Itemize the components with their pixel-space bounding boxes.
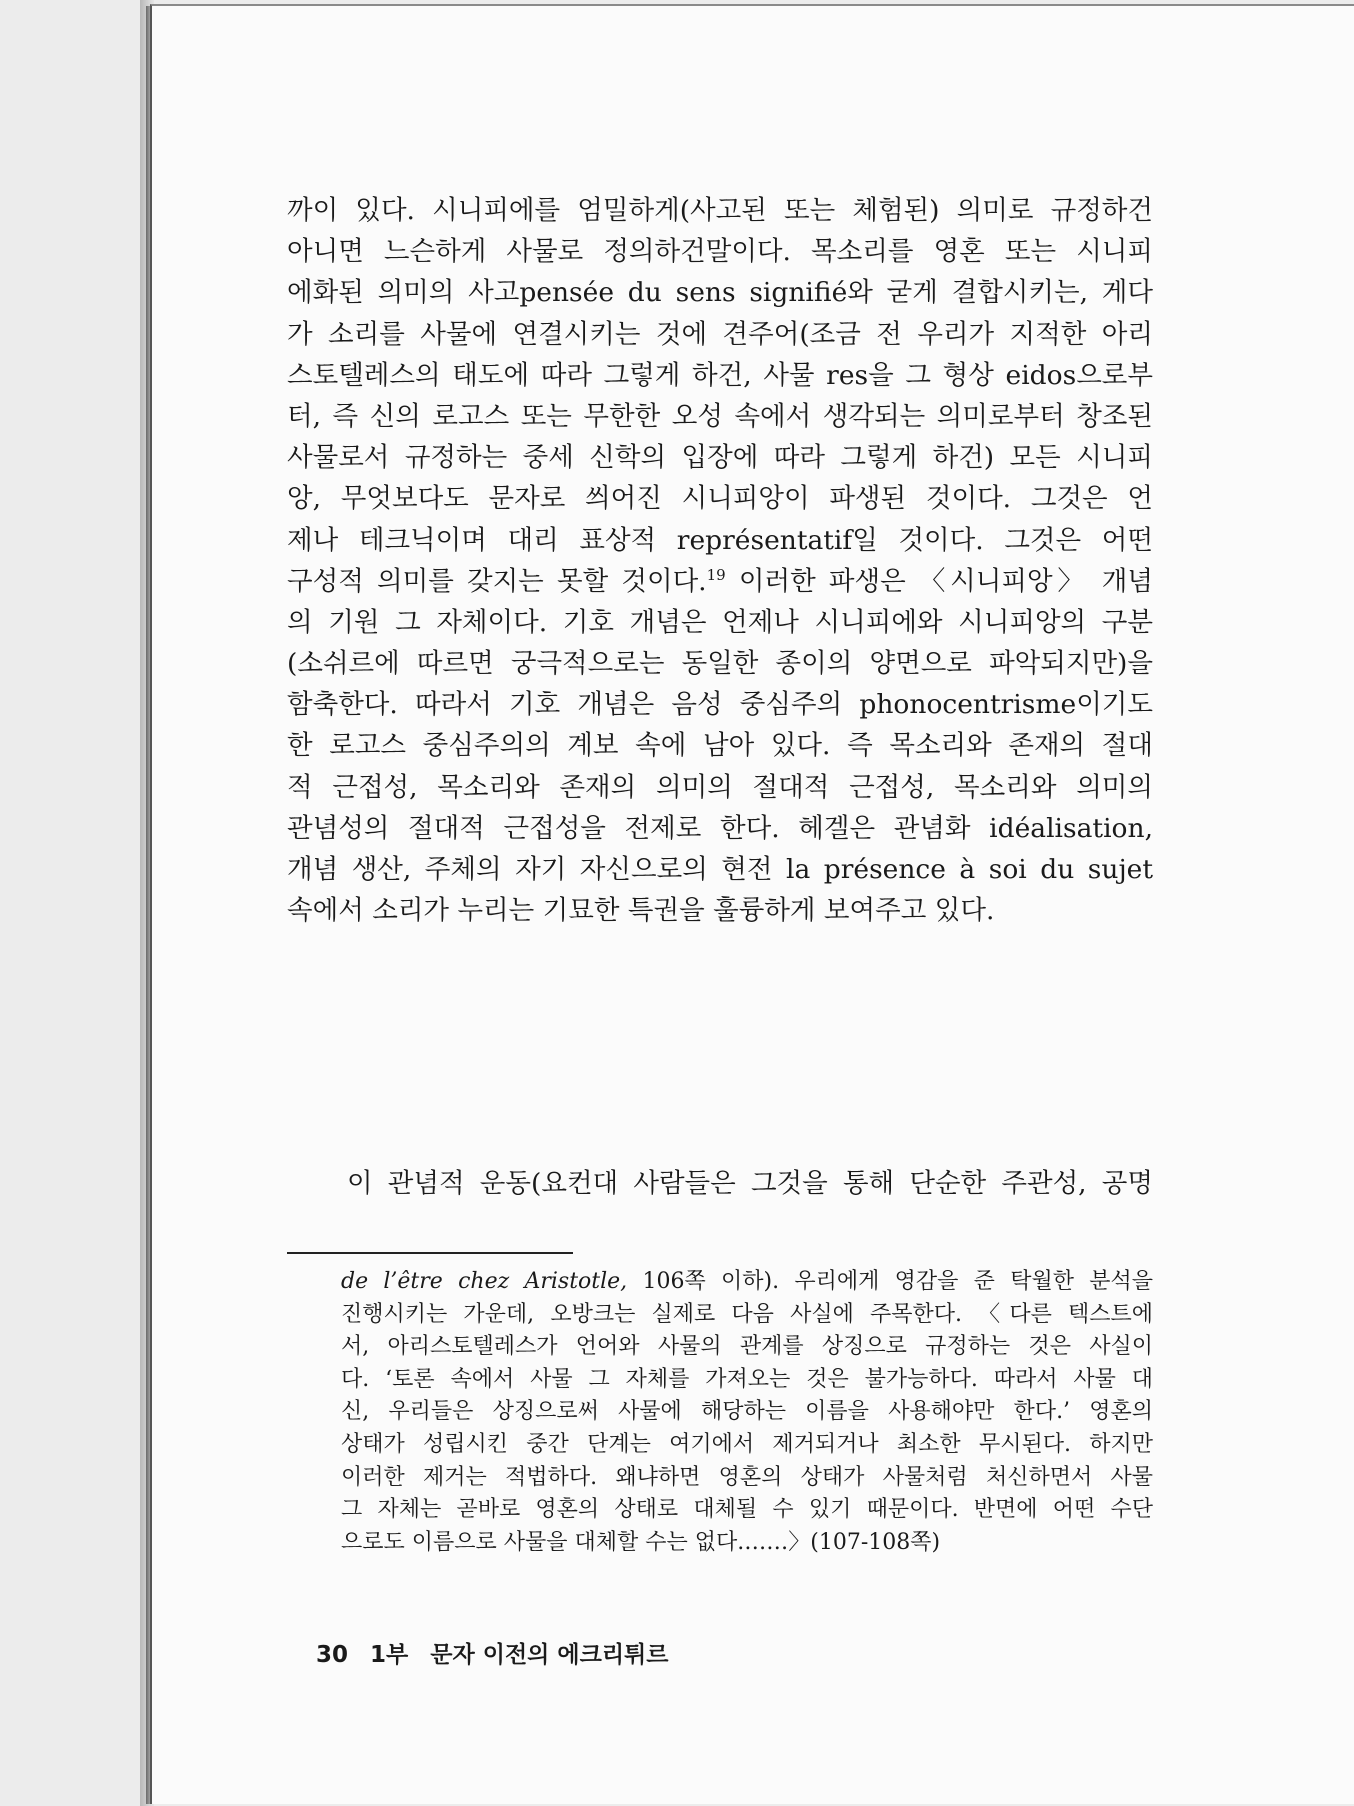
body-line: 사물로서 규정하는 중세 신학의 입장에 따라 그렇게 하건) 모든 시니피 — [287, 442, 1153, 474]
footnote-line: 다. ‘토론 속에서 사물 그 자체를 가져오는 것은 불가능하다. 따라서 사물 대 — [341, 1366, 1153, 1392]
main-paragraph — [287, 190, 1153, 931]
body-line: 터, 즉 신의 로고스 또는 무한한 오성 속에서 생각되는 의미로부터 창조된 — [287, 400, 1153, 432]
footnote-line: 서, 아리스토텔레스가 언어와 사물의 관계를 상징으로 규정하는 것은 사실이 — [341, 1334, 1153, 1360]
running-footer — [316, 1640, 682, 1670]
chapter-title: 문자 이전의 에크리튀르 — [430, 1642, 669, 1668]
footnote-citation-title: de l’être chez Aristotle, — [341, 1269, 628, 1294]
body-line-with-footnote-ref — [287, 561, 1153, 602]
paragraph-first-line: 이 관념적 운동(요컨대 사람들은 그것을 통해 단순한 주관성, 공명 — [347, 1168, 1153, 1199]
footnote — [341, 1266, 1153, 1559]
part-label: 1부 — [370, 1642, 409, 1668]
body-line: 가 소리를 사물에 연결시키는 것에 견주어(조금 전 우리가 지적한 아리 — [287, 318, 1153, 350]
body-line: 관념성의 절대적 근접성을 전제로 한다. 헤겔은 관념화 idéalisation, — [287, 812, 1153, 844]
page-number: 30 — [316, 1642, 349, 1668]
footnote-line: 진행시키는 가운데, 오방크는 실제로 다음 사실에 주목한다. 〈다른 텍스트에 — [341, 1301, 1153, 1327]
footnote-line: 신, 우리들은 상징으로써 사물에 해당하는 이름을 사용해야만 한다.’ 영혼의 — [341, 1399, 1153, 1425]
body-line: 함축한다. 따라서 기호 개념은 음성 중심주의 phonocentrisme이기도 — [287, 689, 1153, 721]
body-line: (소쉬르에 따르면 궁극적으로는 동일한 종이의 양면으로 파악되지만)을 — [287, 648, 1153, 680]
footnote-line — [341, 1266, 1153, 1299]
body-line: 적 근접성, 목소리와 존재의 의미의 절대적 근접성, 목소리와 의미의 — [287, 771, 1153, 803]
body-text-fragment: 구성적 의미를 갖지는 못할 것이다. — [287, 565, 707, 597]
second-paragraph — [287, 1163, 1153, 1204]
footnote-line: 상태가 성립시킨 중간 단계는 여기에서 제거되거나 최소한 무시된다. 하지만 — [341, 1431, 1153, 1457]
body-line: 제나 테크닉이며 대리 표상적 représentatif일 것이다. 그것은 어떤 — [287, 524, 1153, 556]
footnote-divider — [287, 1252, 573, 1254]
body-line: 아니면 느슨하게 사물로 정의하건말이다. 목소리를 영혼 또는 시니피 — [287, 236, 1153, 268]
footnote-line: 으로도 이름으로 사물을 대체할 수는 없다.……〉(107-108쪽) — [341, 1529, 941, 1555]
body-line: 스토텔레스의 태도에 따라 그렇게 하건, 사물 res을 그 형상 eidos으로부 — [287, 359, 1153, 391]
body-line: 에화된 의미의 사고pensée du sens signifié와 굳게 결합시키는, 게다 — [287, 277, 1153, 309]
body-line: 앙, 무엇보다도 문자로 씌어진 시니피앙이 파생된 것이다. 그것은 언 — [287, 483, 1153, 515]
footnote-reference: 19 — [706, 565, 726, 584]
footnote-line: 그 자체는 곧바로 영혼의 상태로 대체될 수 있기 때문이다. 반면에 어떤 수단 — [341, 1497, 1153, 1523]
body-line: 까이 있다. 시니피에를 엄밀하게(사고된 또는 체험된) 의미로 규정하건 — [287, 195, 1153, 226]
body-text-fragment: 이러한 파생은 〈시니피앙〉 개념 — [725, 565, 1153, 597]
body-line: 개념 생산, 주체의 자기 자신으로의 현전 la présence à soi du sujet — [287, 854, 1153, 885]
footnote-line: 이러한 제거는 적법하다. 왜냐하면 영혼의 상태가 사물처럼 처신하면서 사물 — [341, 1464, 1153, 1490]
body-line: 한 로고스 중심주의의 계보 속에 남아 있다. 즉 목소리와 존재의 절대 — [287, 730, 1153, 762]
footnote-text-fragment: 106쪽 이하). 우리에게 영감을 준 탁월한 분석을 — [627, 1269, 1153, 1294]
body-line: 속에서 소리가 누리는 기묘한 특권을 훌륭하게 보여주고 있다. — [287, 895, 995, 927]
body-line: 의 기원 그 자체이다. 기호 개념은 언제나 시니피에와 시니피앙의 구분 — [287, 606, 1153, 638]
